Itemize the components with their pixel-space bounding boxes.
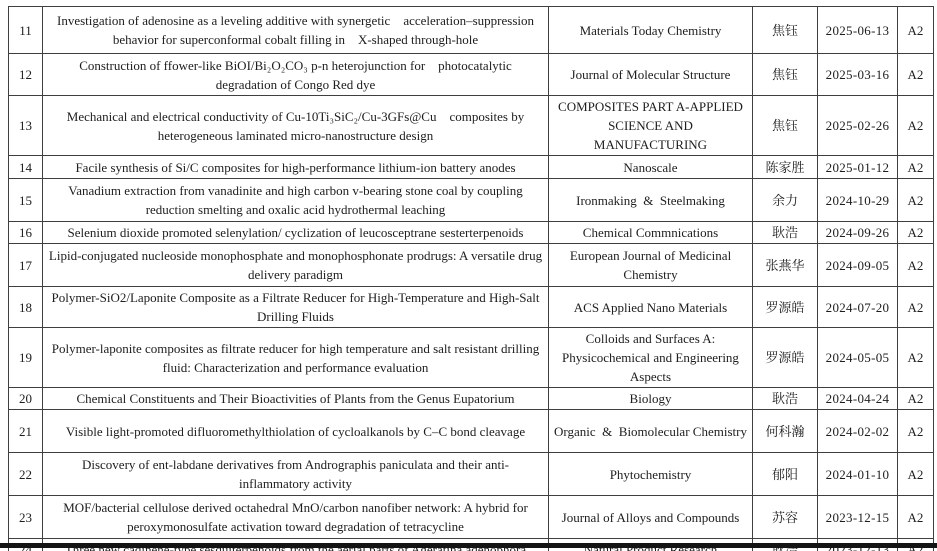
- row-number: 22: [9, 453, 43, 496]
- table-row: [9, 388, 934, 410]
- row-number: 19: [9, 328, 43, 388]
- journal-name: European Journal of Medicinal Chemistry: [549, 244, 753, 287]
- journal-name: Journal of Alloys and Compounds: [549, 496, 753, 539]
- publish-date: 2024-04-24: [818, 388, 898, 410]
- page-edge-bar: [0, 543, 937, 548]
- row-number: 20: [9, 388, 43, 410]
- table-row: [9, 244, 934, 287]
- publish-date: 2024-09-05: [818, 244, 898, 287]
- table-row: [9, 453, 934, 496]
- author-name: 焦钰: [753, 54, 818, 96]
- author-name: 焦钰: [753, 7, 818, 54]
- grade-badge: A2: [898, 287, 934, 328]
- publish-date: 2024-09-26: [818, 222, 898, 244]
- journal-name: Organic & Biomolecular Chemistry: [549, 410, 753, 453]
- journal-name: Materials Today Chemistry: [549, 7, 753, 54]
- journal-name: Journal of Molecular Structure: [549, 54, 753, 96]
- author-name: 耿浩: [753, 222, 818, 244]
- author-name: 余力: [753, 179, 818, 222]
- author-name: 郁阳: [753, 453, 818, 496]
- table-row: [9, 410, 934, 453]
- publish-date: 2025-02-26: [818, 96, 898, 156]
- table-row: [9, 496, 934, 539]
- author-name: 焦钰: [753, 96, 818, 156]
- table-row: [9, 7, 934, 54]
- paper-title: Construction of ffower-like BiOI/Bi₂O₂CO₃ p-n heterojunction for photocatalytic degradation of Congo Red dye: [43, 54, 549, 96]
- author-name: 张燕华: [753, 244, 818, 287]
- grade-badge: A2: [898, 328, 934, 388]
- journal-name: Nanoscale: [549, 156, 753, 179]
- paper-title: Investigation of adenosine as a leveling additive with synergetic acceleration–suppression behavior for superconformal cobalt filling in X-shaped through-hole: [43, 7, 549, 54]
- publish-date: 2025-03-16: [818, 54, 898, 96]
- table-row: [9, 156, 934, 179]
- paper-title: Mechanical and electrical conductivity of Cu-10Ti₃SiC₂/Cu-3GFs@Cu composites by heterogeneous laminated micro-nanostructure design: [43, 96, 549, 156]
- journal-name: Chemical Commnications: [549, 222, 753, 244]
- paper-title: MOF/bacterial cellulose derived octahedral MnO/carbon nanofiber network: A hybrid for peroxymonosulfate activation toward degradation of tetracycline: [43, 496, 549, 539]
- paper-title: Polymer-laponite composites as filtrate reducer for high temperature and salt resistant drilling fluid: Characterization and performance evaluation: [43, 328, 549, 388]
- grade-badge: A2: [898, 388, 934, 410]
- journal-name: Colloids and Surfaces A: Physicochemical and Engineering Aspects: [549, 328, 753, 388]
- journal-name: Ironmaking & Steelmaking: [549, 179, 753, 222]
- row-number: 23: [9, 496, 43, 539]
- publish-date: 2024-01-10: [818, 453, 898, 496]
- author-name: 耿浩: [753, 388, 818, 410]
- table-row: [9, 222, 934, 244]
- publish-date: 2024-10-29: [818, 179, 898, 222]
- grade-badge: A2: [898, 453, 934, 496]
- journal-name: Phytochemistry: [549, 453, 753, 496]
- row-number: 21: [9, 410, 43, 453]
- paper-title: Discovery of ent-labdane derivatives from Andrographis paniculata and their anti-inflammatory activity: [43, 453, 549, 496]
- paper-title: Lipid-conjugated nucleoside monophosphate and monophosphonate prodrugs: A versatile drug delivery paradigm: [43, 244, 549, 287]
- row-number: 16: [9, 222, 43, 244]
- paper-title: Selenium dioxide promoted selenylation/ cyclization of leucosceptrane sesterterpenoids: [43, 222, 549, 244]
- paper-title: Chemical Constituents and Their Bioactivities of Plants from the Genus Eupatorium: [43, 388, 549, 410]
- publish-date: 2023-12-15: [818, 496, 898, 539]
- publish-date: 2025-06-13: [818, 7, 898, 54]
- table-row: [9, 179, 934, 222]
- grade-badge: A2: [898, 410, 934, 453]
- author-name: 陈家胜: [753, 156, 818, 179]
- grade-badge: A2: [898, 96, 934, 156]
- grade-badge: A2: [898, 179, 934, 222]
- table-row: [9, 287, 934, 328]
- paper-title: Polymer-SiO2/Laponite Composite as a Filtrate Reducer for High-Temperature and High-Salt Drilling Fluids: [43, 287, 549, 328]
- author-name: 罗源皓: [753, 287, 818, 328]
- paper-title: Facile synthesis of Si/C composites for high-performance lithium-ion battery anodes: [43, 156, 549, 179]
- grade-badge: A2: [898, 7, 934, 54]
- journal-name: ACS Applied Nano Materials: [549, 287, 753, 328]
- grade-badge: A2: [898, 222, 934, 244]
- table-row: [9, 96, 934, 156]
- author-name: 苏容: [753, 496, 818, 539]
- paper-title: Vanadium extraction from vanadinite and high carbon v-bearing stone coal by coupling reduction smelting and oxalic acid hydrothermal leaching: [43, 179, 549, 222]
- publish-date: 2024-07-20: [818, 287, 898, 328]
- grade-badge: A2: [898, 496, 934, 539]
- publish-date: 2025-01-12: [818, 156, 898, 179]
- grade-badge: A2: [898, 156, 934, 179]
- publications-table: [8, 6, 934, 551]
- journal-name: Biology: [549, 388, 753, 410]
- author-name: 何科瀚: [753, 410, 818, 453]
- row-number: 15: [9, 179, 43, 222]
- grade-badge: A2: [898, 54, 934, 96]
- row-number: 13: [9, 96, 43, 156]
- row-number: 17: [9, 244, 43, 287]
- row-number: 11: [9, 7, 43, 54]
- author-name: 罗源皓: [753, 328, 818, 388]
- row-number: 18: [9, 287, 43, 328]
- publish-date: 2024-02-02: [818, 410, 898, 453]
- journal-name: COMPOSITES PART A-APPLIED SCIENCE AND MANUFACTURING: [549, 96, 753, 156]
- table-row: [9, 328, 934, 388]
- table-row: [9, 54, 934, 96]
- publish-date: 2024-05-05: [818, 328, 898, 388]
- row-number: 14: [9, 156, 43, 179]
- grade-badge: A2: [898, 244, 934, 287]
- paper-title: Visible light-promoted difluoromethylthiolation of cycloalkanols by C–C bond cleavage: [43, 410, 549, 453]
- row-number: 12: [9, 54, 43, 96]
